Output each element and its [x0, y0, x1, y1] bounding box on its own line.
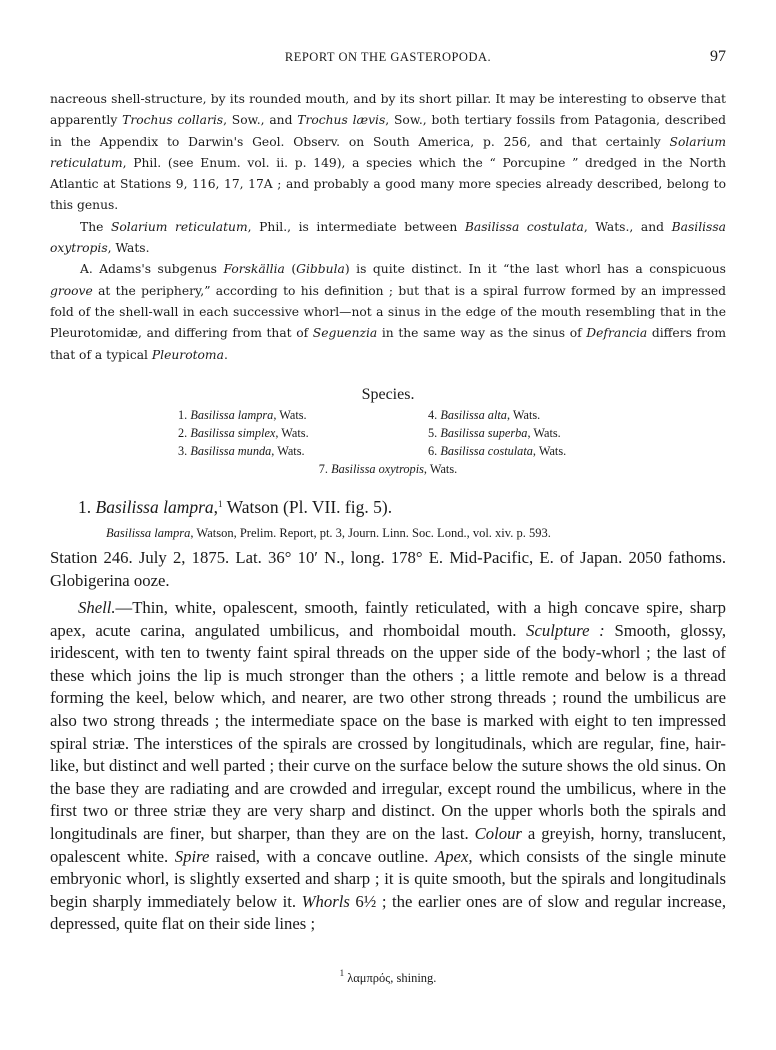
species-row — [50, 426, 726, 444]
entry-reference: Basilissa lampra, Watson, Prelim. Report, pt. 3, Journ. Linn. Soc. Lond., vol. xiv. p. 593. — [106, 526, 551, 540]
shell-paragraph: Shell.—Thin, white, opalescent, smooth, faintly reticulated, with a high concave spire, sharp apex, acute carina, angulated umbilicus, and rhomboidal mouth. Sculpture : Smooth, glossy, iridescent, with ten to twenty faint spiral threads on the upper side of the body-whorl ; the last of these which joins the lip is much stronger than the others ; a little remote and below is a thread forming the keel, below which, and nearer, are two other strong threads ; round the umbilicus are also two strong threads ; the intermediate space on the base is marked with eight to ten impressed spiral striæ. The interstices of the spirals are crossed by longitudinals, which are regular, fine, hair-like, but distinct and well parted ; their curve on the surface below the suture shows the old sinus. On the base they are radiating and are crowded and irregular, except round the umbilicus, where in the first two or three striæ they are very sharp and distinct. On the upper whorls both the spirals and longitudinals are finer, but sharper, than they are on the last. Colour a greyish, horny, translucent, opalescent white. Spire raised, with a concave outline. Apex, which consists of the single minute embryonic whorl, is slightly exserted and sharp ; it is quite smooth, but the spirals and longitudinals begin sharply immediately below it. Whorls 6½ ; the earlier ones are of slow and regular increase, depressed, quite flat on their side lines ; — [50, 598, 726, 934]
footnote-text: λαμπρός, shining. — [347, 971, 437, 985]
page-header — [50, 48, 726, 70]
species-row — [50, 462, 726, 480]
species-heading: Species. — [361, 386, 415, 403]
page-number: 97 — [710, 48, 726, 65]
species-list — [50, 408, 726, 480]
station-text: Station 246. July 2, 1875. Lat. 36° 10′ N., long. 178° E. Mid-Pacific, E. of Japan. 2050 fathoms. Globigerina ooze. — [50, 548, 726, 590]
species-item: 6. Basilissa costulata, Wats. — [428, 444, 567, 458]
station-info — [50, 547, 726, 592]
footnote — [0, 968, 776, 986]
species-item: 5. Basilissa superba, Wats. — [428, 426, 561, 440]
intro-paragraph-1: nacreous shell-structure, by its rounded mouth, and by its short pillar. It may be interesting to observe that apparently Trochus collaris, Sow., and Trochus lævis, Sow., both tertiary fossils from Patagonia, described in the Appendix to Darwin's Geol. Observ. on South America, p. 256, and that certainly Solarium reticulatum, Phil. (see Enum. vol. ii. p. 149), a species which the “ Porcupine ” dredged in the North Atlantic at Stations 9, 116, 17, 17A ; and probably a good many more species already described, belong to this genus. — [50, 92, 726, 213]
footnote-reference[interactable]: 1 — [218, 499, 223, 509]
species-item: 1. Basilissa lampra, Wats. — [178, 408, 307, 422]
species-item: 3. Basilissa munda, Wats. — [178, 444, 305, 458]
intro-paragraph-2: The Solarium reticulatum, Phil., is intermediate between Basilissa costulata, Wats., and Basilissa oxytropis, Wats. — [50, 219, 727, 256]
species-item: 4. Basilissa alta, Wats. — [428, 408, 541, 422]
footnote-mark: 1 — [339, 968, 345, 978]
species-row — [50, 444, 726, 462]
shell-description — [50, 597, 726, 936]
species-row — [50, 408, 726, 426]
intro-section — [50, 89, 726, 366]
species-item: 7. Basilissa oxytropis, Wats. — [318, 462, 458, 476]
entry-title: 1. Basilissa lampra,$^1$ Watson (Pl. VII. fig. 5). — [78, 497, 393, 517]
intro-paragraph-3: A. Adams's subgenus Forskällia (Gibbula) is quite distinct. In it “the last whorl has a conspicuous groove at the periphery,” according to his definition ; but that is a spiral furrow formed by an impressed fold of the shell-wall in each successive whorl—not a sinus in the edge of the mouth resembling that in the Pleurotomidæ, and differing from that of Seguenzia in the same way as the sinus of Defrancia differs from that of a typical Pleurotoma. — [50, 262, 726, 362]
species-item: 2. Basilissa simplex, Wats. — [178, 426, 309, 440]
running-head: REPORT ON THE GASTEROPODA. — [284, 50, 492, 64]
